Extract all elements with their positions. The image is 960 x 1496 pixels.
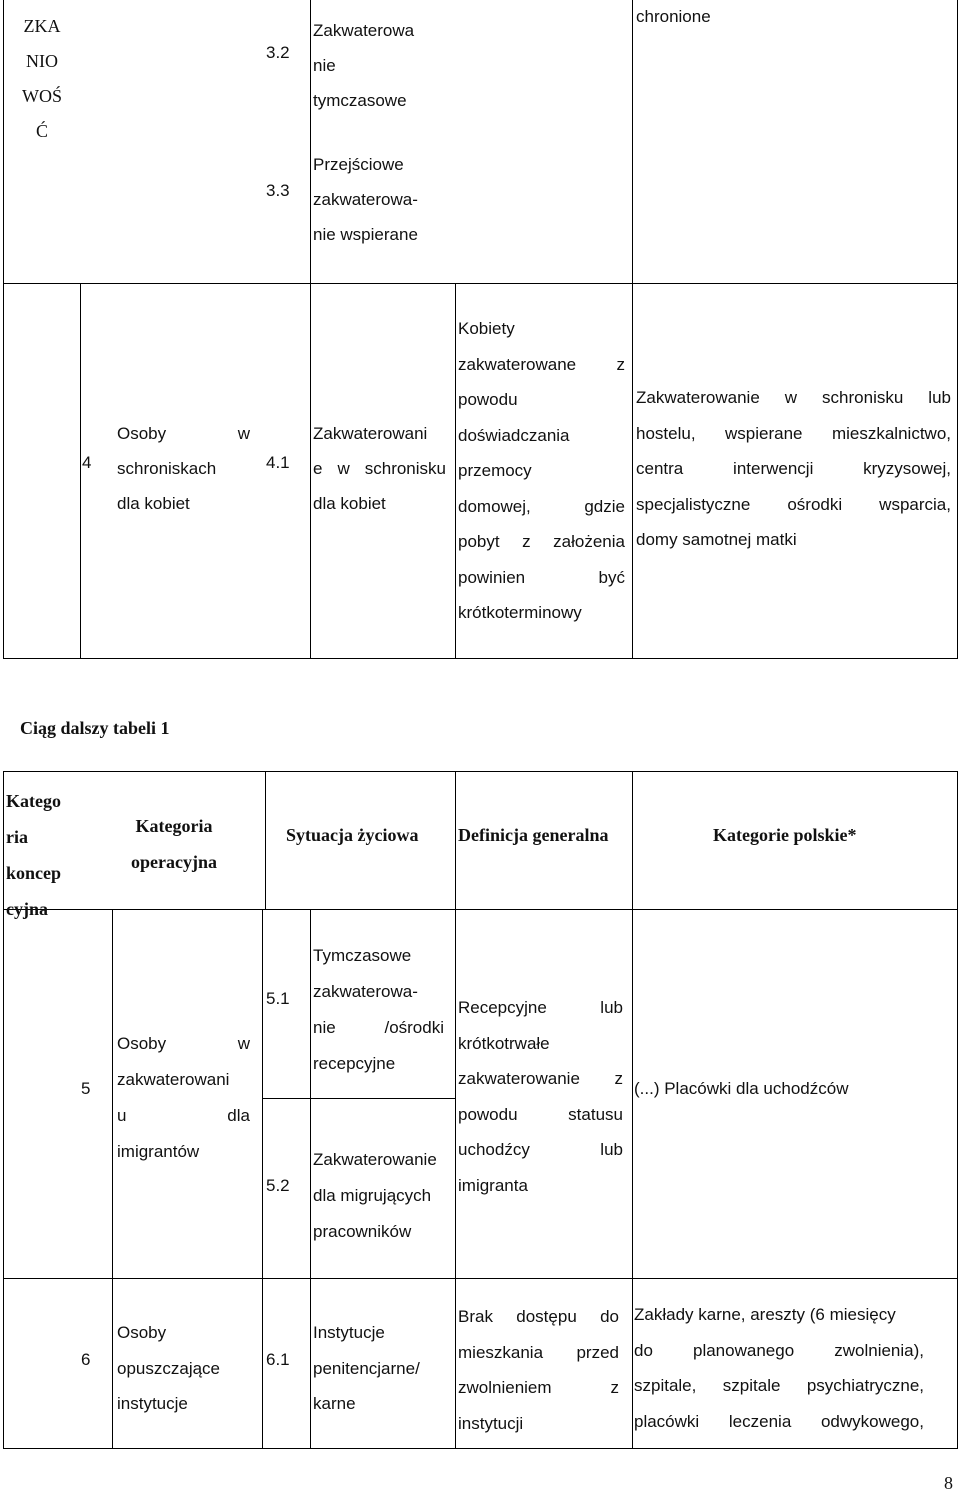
header-life-situation: Sytuacja życiowa — [286, 825, 419, 845]
col-divider — [455, 283, 456, 659]
row3-item-3-2-operational: Zakwaterowa nie tymczasowe — [313, 21, 415, 110]
row5-polish: (...) Placówki dla uchodźców — [634, 1079, 849, 1098]
row5-definition: Recepcyjne lub krótkotrwałe zakwaterowanie z powodu statusu uchodźcy lub imigranta — [458, 998, 623, 1195]
col-divider — [112, 909, 113, 1449]
row4-category: Osoby w schroniskach dla kobiet — [117, 424, 250, 513]
table-border-right — [957, 0, 958, 659]
col-divider — [310, 909, 311, 1449]
row4-polish: Zakwaterowanie w schronisku lub hostelu, wspierane mieszkalnictwo, centra interwencji kryzysowej, specjalistyczne ośrodki wsparcia, domy samotnej matki — [636, 388, 951, 549]
table-border-left — [3, 771, 4, 1449]
row5-item-5-1-num: 5.1 — [266, 989, 290, 1008]
header-general-definition: Definicja generalna — [458, 825, 609, 845]
row5-item-5-2-situation: Zakwaterowanie dla migrujących pracowników — [313, 1150, 437, 1241]
page-number: 8 — [944, 1473, 953, 1493]
row3-item-3-3-operational: Przejściowe zakwaterowa- nie wspierane — [313, 155, 418, 244]
header-polish-categories: Kategorie polskie* — [713, 825, 857, 845]
table-border-bottom — [3, 658, 958, 659]
row6-op-num: 6.1 — [266, 1350, 290, 1369]
table-border-top — [3, 771, 958, 772]
row5-item-5-1-situation: Tymczasowe zakwaterowa- nie /ośrodki recepcyjne — [313, 946, 444, 1073]
header-category-operational: Kategoria operacyjna — [131, 816, 217, 872]
row3-polish: chronione — [636, 7, 711, 26]
row5-num: 5 — [81, 1079, 91, 1098]
row6-situation: Instytucje penitencjarne/ karne — [313, 1323, 420, 1413]
row4-op-num: 4.1 — [266, 453, 290, 472]
row4-definition: Kobiety zakwaterowane z powodu doświadczania przemocy domowej, gdzie pobyt z założenia powinien być krótkoterminowy — [458, 319, 625, 622]
row5-category: Osoby w zakwaterowani u dla imigrantów — [117, 1034, 250, 1161]
row6-category: Osoby opuszczające instytucje — [117, 1323, 221, 1413]
col-divider — [310, 0, 311, 659]
row-divider — [3, 283, 958, 284]
row5-item-5-2-num: 5.2 — [266, 1176, 290, 1195]
header-divider — [3, 909, 958, 910]
row-divider — [3, 1278, 958, 1279]
row3-category: ZKA NIO WOŚ Ć — [22, 16, 62, 141]
col-divider — [455, 771, 456, 1449]
col-divider — [632, 771, 633, 1449]
col-divider — [265, 771, 266, 909]
row3-item-3-2-num: 3.2 — [266, 43, 290, 62]
subrow-divider — [262, 1098, 455, 1099]
col-divider — [80, 283, 81, 659]
row6-definition: Brak dostępu do mieszkania przed zwolnieniem z instytucji — [458, 1307, 619, 1433]
col-divider — [632, 0, 633, 659]
table-border-right — [957, 771, 958, 1449]
continuation-title: Ciąg dalszy tabeli 1 — [20, 718, 170, 738]
header-category-conceptual: Katego ria koncep cyjna — [6, 791, 62, 919]
row4-operational: Zakwaterowani e w schronisku dla kobiet — [313, 424, 446, 513]
row6-polish: Zakłady karne, areszty (6 miesięcy do planowanego zwolnienia), szpitale, szpitale psychiatryczne, placówki leczenia odwykowego, — [634, 1305, 924, 1431]
row4-num: 4 — [82, 453, 92, 472]
row3-item-3-3-num: 3.3 — [266, 181, 290, 200]
table-border-bottom — [3, 1448, 958, 1449]
row6-num: 6 — [81, 1350, 91, 1369]
col-divider — [262, 909, 263, 1449]
